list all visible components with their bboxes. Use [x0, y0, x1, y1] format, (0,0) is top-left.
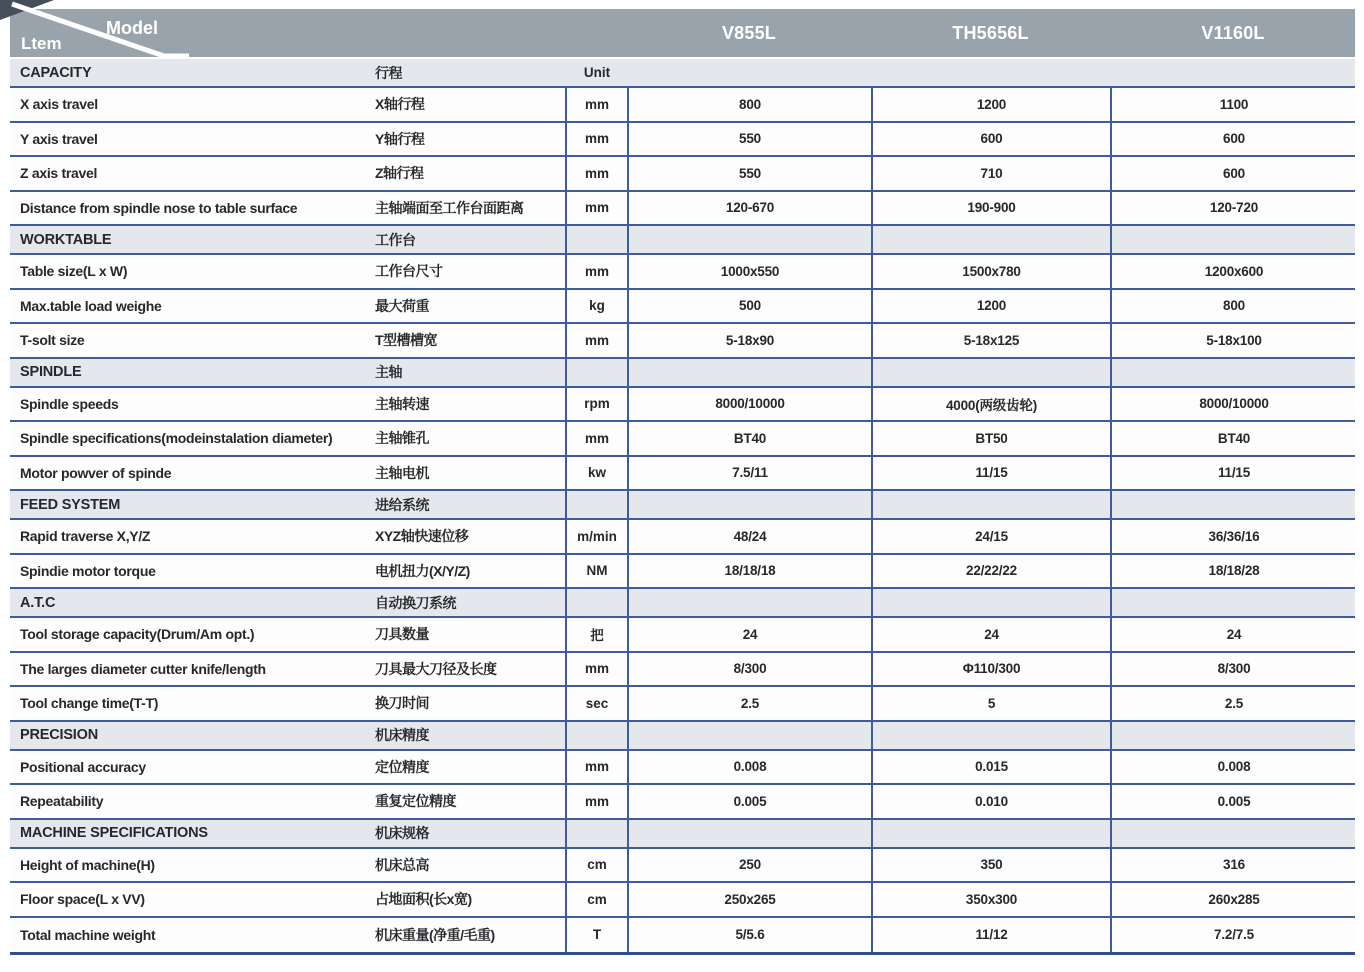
section-title-zh: 自动换刀系统	[375, 594, 456, 611]
unit-cell: m/min	[565, 520, 627, 553]
value-cell-th5656l	[871, 722, 1110, 749]
value-cell-th5656l: 11/12	[871, 918, 1110, 953]
value-cell-v855l: 550	[627, 157, 871, 190]
item-label-zh: 主轴锥孔	[375, 430, 429, 447]
value-cell-v855l: 800	[627, 88, 871, 121]
spec-row	[10, 157, 1355, 192]
value-cell-th5656l	[871, 59, 1110, 86]
value-cell-v1160l	[1110, 491, 1356, 518]
item-label-en: T-solt size	[20, 332, 85, 349]
model-name-v855l: V855L	[721, 22, 777, 43]
value-cell-v855l: 8/300	[627, 653, 871, 686]
value-cell-th5656l: 350	[871, 849, 1110, 882]
value-cell-v855l: 550	[627, 123, 871, 156]
unit-cell: rpm	[565, 388, 627, 421]
value-cell-th5656l	[871, 226, 1110, 253]
band-spacer-unit	[565, 9, 627, 57]
value-cell-v1160l: 2.5	[1110, 687, 1356, 720]
spec-table	[10, 59, 1355, 955]
value-cell-th5656l: Φ110/300	[871, 653, 1110, 686]
corner-label-item: Ltem	[21, 34, 62, 53]
value-cell-v855l	[627, 59, 871, 86]
item-label-zh: 最大荷重	[375, 297, 429, 314]
item-label-en: Repeatability	[20, 793, 104, 810]
item-label-en: Z axis travel	[20, 165, 98, 182]
value-cell-v1160l: 36/36/16	[1110, 520, 1356, 553]
spec-row	[10, 457, 1355, 492]
item-label-zh: 占地面积(长x宽)	[375, 891, 472, 908]
value-cell-th5656l: 11/15	[871, 457, 1110, 490]
unit-cell: kg	[565, 290, 627, 323]
value-cell-v1160l: 120-720	[1110, 192, 1356, 225]
spec-row	[10, 883, 1355, 918]
value-cell-v1160l: 24	[1110, 618, 1356, 651]
value-cell-v1160l	[1110, 226, 1356, 253]
unit-header-cell	[565, 589, 627, 616]
spec-row	[10, 388, 1355, 423]
unit-header-cell	[565, 820, 627, 847]
item-label-zh: XYZ轴快速位移	[375, 528, 469, 545]
spec-row	[10, 422, 1355, 457]
value-cell-v1160l: 7.2/7.5	[1110, 918, 1356, 953]
spec-row	[10, 618, 1355, 653]
spec-row	[10, 324, 1355, 359]
item-label-zh: 主轴电机	[375, 464, 429, 481]
item-label-en: Floor space(L x VV)	[20, 891, 145, 908]
value-cell-v855l: 48/24	[627, 520, 871, 553]
value-cell-th5656l	[871, 491, 1110, 518]
value-cell-v1160l	[1110, 589, 1356, 616]
section-title-zh: 行程	[375, 64, 402, 81]
spec-row	[10, 290, 1355, 325]
unit-cell: NM	[565, 555, 627, 588]
unit-cell: cm	[565, 849, 627, 882]
section-title-en: FEED SYSTEM	[20, 496, 121, 513]
spec-row	[10, 192, 1355, 227]
value-cell-v1160l: 18/18/28	[1110, 555, 1356, 588]
value-cell-v855l: 18/18/18	[627, 555, 871, 588]
value-cell-v855l	[627, 722, 871, 749]
value-cell-th5656l: 4000(两级齿轮)	[871, 388, 1110, 421]
value-cell-v855l: 250x265	[627, 883, 871, 916]
unit-cell: mm	[565, 751, 627, 784]
value-cell-th5656l: 710	[871, 157, 1110, 190]
value-cell-th5656l: 600	[871, 123, 1110, 156]
value-cell-v855l: 5/5.6	[627, 918, 871, 953]
unit-cell: mm	[565, 255, 627, 288]
section-title-en: PRECISION	[20, 727, 98, 743]
spec-sheet	[0, 9, 1364, 972]
item-label-en: Spindle speeds	[20, 395, 119, 412]
unit-header-cell	[565, 359, 627, 386]
spec-row	[10, 918, 1355, 953]
value-cell-th5656l: BT50	[871, 422, 1110, 455]
value-cell-v855l: 0.008	[627, 751, 871, 784]
value-cell-v1160l: 1100	[1110, 88, 1356, 121]
value-cell-th5656l: 5-18x125	[871, 324, 1110, 357]
value-cell-v1160l	[1110, 722, 1356, 749]
spec-row	[10, 785, 1355, 820]
value-cell-v1160l: 0.008	[1110, 751, 1356, 784]
item-label-en: Table size(L x W)	[20, 263, 128, 280]
section-title-zh: 主轴	[375, 364, 402, 380]
value-cell-th5656l: 0.015	[871, 751, 1110, 784]
value-cell-v1160l: 8000/10000	[1110, 388, 1356, 421]
unit-cell: 把	[565, 618, 627, 651]
value-cell-v1160l: 600	[1110, 123, 1356, 156]
section-title-zh: 机床精度	[375, 727, 429, 743]
spec-row	[10, 88, 1355, 123]
value-cell-th5656l	[871, 589, 1110, 616]
item-label-en: Spindie motor torque	[20, 562, 156, 579]
item-label-zh: 刀具数量	[375, 626, 429, 643]
item-label-zh: Y轴行程	[375, 130, 425, 147]
spec-row	[10, 653, 1355, 688]
value-cell-v1160l: 260x285	[1110, 883, 1356, 916]
value-cell-v1160l: 800	[1110, 290, 1356, 323]
value-cell-v1160l: 8/300	[1110, 653, 1356, 686]
model-name-v1160l: V1160L	[1201, 22, 1265, 43]
unit-cell: sec	[565, 687, 627, 720]
spec-row	[10, 849, 1355, 884]
section-header-row	[10, 359, 1355, 388]
item-label-en: Spindle specifications(modeinstalation diameter)	[20, 430, 333, 447]
unit-cell: mm	[565, 88, 627, 121]
section-title-en: WORKTABLE	[20, 231, 112, 248]
value-cell-v855l: 120-670	[627, 192, 871, 225]
item-label-zh: 机床重量(净重/毛重)	[375, 926, 495, 943]
item-label-zh: X轴行程	[375, 96, 425, 113]
value-cell-v855l: 2.5	[627, 687, 871, 720]
value-cell-v1160l: 11/15	[1110, 457, 1356, 490]
value-cell-th5656l: 24/15	[871, 520, 1110, 553]
item-label-zh: 机床总高	[375, 856, 429, 873]
value-cell-v1160l: 1200x600	[1110, 255, 1356, 288]
section-title-en: SPINDLE	[20, 364, 82, 380]
item-label-zh: 主轴转速	[375, 395, 429, 412]
section-header-row	[10, 491, 1355, 520]
section-header-row	[10, 589, 1355, 618]
section-title-zh: 工作台	[375, 231, 416, 248]
value-cell-th5656l: 24	[871, 618, 1110, 651]
value-cell-v855l: 7.5/11	[627, 457, 871, 490]
item-label-zh: 主轴端面至工作台面距离	[375, 199, 524, 216]
value-cell-th5656l	[871, 820, 1110, 847]
section-title-en: MACHINE SPECIFICATIONS	[20, 825, 208, 841]
section-header-row	[10, 59, 1355, 88]
unit-cell: kw	[565, 457, 627, 490]
corner-label-model: Model	[106, 18, 158, 38]
value-cell-v855l: 5-18x90	[627, 324, 871, 357]
value-cell-v855l: 500	[627, 290, 871, 323]
value-cell-v855l: 250	[627, 849, 871, 882]
item-label-zh: 重复定位精度	[375, 793, 456, 810]
value-cell-th5656l: 1200	[871, 88, 1110, 121]
unit-cell: mm	[565, 324, 627, 357]
value-cell-v1160l: BT40	[1110, 422, 1356, 455]
item-label-zh: 刀具最大刀径及长度	[375, 660, 497, 677]
section-title-en: CAPACITY	[20, 64, 92, 81]
value-cell-v1160l: 600	[1110, 157, 1356, 190]
model-header-band	[10, 9, 1355, 57]
item-label-zh: 工作台尺寸	[375, 263, 443, 280]
unit-header-cell: Unit	[583, 65, 611, 80]
value-cell-th5656l: 1500x780	[871, 255, 1110, 288]
item-label-en: Max.table load weighe	[20, 297, 162, 314]
value-cell-th5656l: 22/22/22	[871, 555, 1110, 588]
unit-cell: cm	[565, 883, 627, 916]
value-cell-v855l: BT40	[627, 422, 871, 455]
value-cell-v1160l: 5-18x100	[1110, 324, 1356, 357]
section-header-row	[10, 820, 1355, 849]
value-cell-v1160l: 316	[1110, 849, 1356, 882]
item-label-zh: T型槽槽宽	[375, 332, 438, 349]
spec-row	[10, 255, 1355, 290]
item-label-en: Rapid traverse X,Y/Z	[20, 528, 151, 545]
item-label-en: X axis travel	[20, 96, 98, 113]
section-header-row	[10, 722, 1355, 751]
value-cell-th5656l	[871, 359, 1110, 386]
model-name-th5656l: TH5656L	[952, 22, 1029, 43]
unit-cell: mm	[565, 653, 627, 686]
value-cell-v1160l: 0.005	[1110, 785, 1356, 818]
value-cell-th5656l: 5	[871, 687, 1110, 720]
value-cell-v855l	[627, 491, 871, 518]
unit-cell: mm	[565, 422, 627, 455]
item-label-en: Tool storage capacity(Drum/Am opt.)	[20, 626, 255, 643]
value-cell-v855l: 1000x550	[627, 255, 871, 288]
unit-cell: T	[565, 918, 627, 953]
spec-row	[10, 687, 1355, 722]
unit-header-cell	[565, 722, 627, 749]
value-cell-th5656l: 0.010	[871, 785, 1110, 818]
value-cell-th5656l: 190-900	[871, 192, 1110, 225]
unit-cell: mm	[565, 123, 627, 156]
section-title-en: A.T.C	[20, 594, 56, 611]
value-cell-v855l	[627, 359, 871, 386]
value-cell-th5656l: 350x300	[871, 883, 1110, 916]
item-label-en: Motor powver of spinde	[20, 464, 172, 481]
item-label-en: The larges diameter cutter knife/length	[20, 660, 266, 677]
item-label-en: Total machine weight	[20, 926, 156, 943]
spec-row	[10, 555, 1355, 590]
unit-cell: mm	[565, 192, 627, 225]
unit-header-cell	[565, 491, 627, 518]
spec-row	[10, 520, 1355, 555]
value-cell-v855l	[627, 820, 871, 847]
item-label-en: Height of machine(H)	[20, 856, 155, 873]
item-label-en: Positional accuracy	[20, 758, 146, 775]
value-cell-v855l: 24	[627, 618, 871, 651]
value-cell-v855l: 0.005	[627, 785, 871, 818]
section-header-row	[10, 226, 1355, 255]
unit-header-cell	[565, 226, 627, 253]
value-cell-v1160l	[1110, 820, 1356, 847]
spec-row	[10, 751, 1355, 786]
value-cell-v855l	[627, 589, 871, 616]
item-label-zh: Z轴行程	[375, 165, 424, 182]
section-title-zh: 机床规格	[375, 825, 429, 841]
item-label-zh: 定位精度	[375, 758, 429, 775]
value-cell-v855l	[627, 226, 871, 253]
section-title-zh: 进给系统	[375, 496, 429, 513]
value-cell-v855l: 8000/10000	[627, 388, 871, 421]
value-cell-v1160l	[1110, 59, 1356, 86]
spec-row	[10, 123, 1355, 158]
item-label-en: Distance from spindle nose to table surface	[20, 199, 298, 216]
item-label-zh: 电机扭力(X/Y/Z)	[375, 562, 470, 579]
item-label-en: Tool change time(T-T)	[20, 695, 159, 712]
value-cell-th5656l: 1200	[871, 290, 1110, 323]
value-cell-v1160l	[1110, 359, 1356, 386]
item-label-zh: 换刀时间	[375, 695, 429, 712]
unit-cell: mm	[565, 785, 627, 818]
item-label-en: Y axis travel	[20, 130, 98, 147]
unit-cell: mm	[565, 157, 627, 190]
